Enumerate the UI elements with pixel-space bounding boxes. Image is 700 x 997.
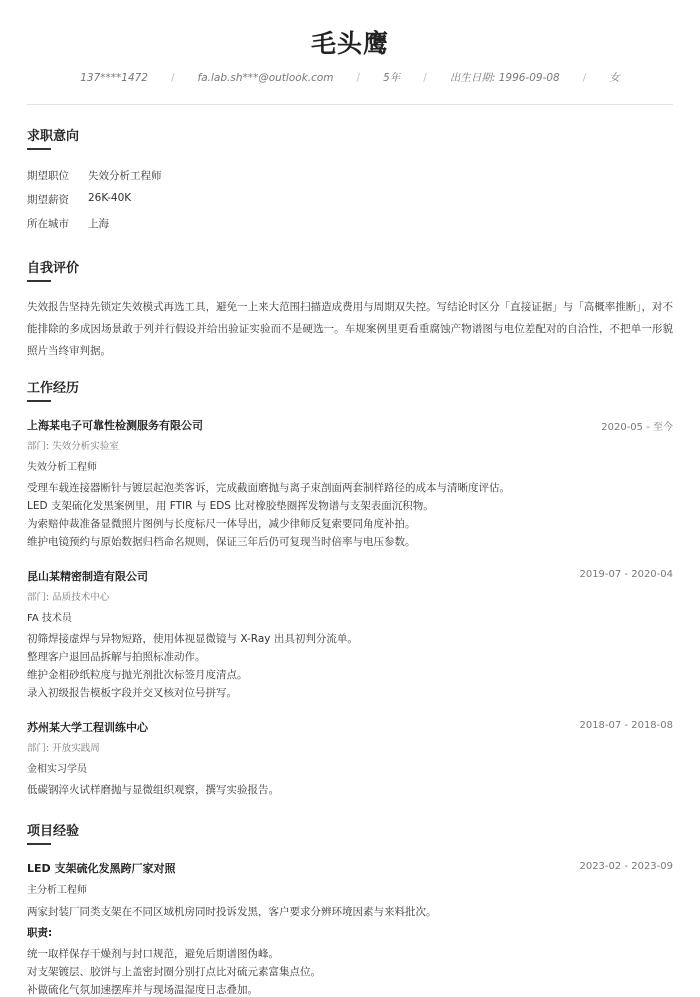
section-underline xyxy=(27,148,51,150)
work-department: 部门: 开放实践周 xyxy=(27,743,100,754)
contact-experience: 5年 xyxy=(383,72,401,84)
contact-separator: / xyxy=(582,71,587,84)
intent-label: 所在城市 xyxy=(27,218,69,230)
section-underline xyxy=(27,843,51,845)
intent-row xyxy=(27,192,131,207)
header-divider xyxy=(27,104,673,105)
project-bullet: 补做硫化气氛加速摆库并与现场温湿度日志叠加。 xyxy=(27,984,258,996)
work-bullet: 维护电镜预约与原始数据归档命名规则，保证三年后仍可复现当时倍率与电压参数。 xyxy=(27,536,416,548)
work-date: 2020-05 - 至今 xyxy=(601,422,673,433)
work-bullet: 维护金相砂纸粒度与抛光剂批次标签月度清点。 xyxy=(27,669,248,681)
work-role: FA 技术员 xyxy=(27,613,72,624)
self-evaluation-text: 失效报告坚持先锁定失效模式再选工具，避免一上来大范围扫描造成费用与周期双失控。写结论时区分「直接证据」与「高概率推断」，对不能排除的多成因场景敢于列并行假设并给出验证实验而不是硬选一。车规案例里更看重腐蚀产物谱图与电位差配对的自洽性，不把单一形貌照片当终审判据。 xyxy=(27,301,673,357)
work-date: 2019-07 - 2020-04 xyxy=(579,569,673,580)
project-date: 2023-02 - 2023-09 xyxy=(579,861,673,872)
project-bullet: 对支架镀层、胶饼与上盖密封圈分别打点比对硫元素富集点位。 xyxy=(27,966,321,978)
section-underline xyxy=(27,400,51,402)
contact-bar xyxy=(0,70,700,85)
work-role: 失效分析工程师 xyxy=(27,462,97,473)
work-company: 昆山某精密制造有限公司 xyxy=(27,570,148,583)
work-bullet: LED 支架硫化发黑案例里，用 FTIR 与 EDS 比对橡胶垫圈挥发物谱与支架表面沉积物。 xyxy=(27,500,434,512)
project-duty-label: 职责: xyxy=(27,927,53,939)
contact-gender: 女 xyxy=(609,72,620,84)
project-description: 两家封装厂同类支架在不同区域机房同时投诉发黑，客户要求分辨环境因素与来料批次。 xyxy=(27,906,437,918)
intent-row xyxy=(27,168,162,183)
project-bullet: 统一取样保存干燥剂与封口规范，避免后期谱图伪峰。 xyxy=(27,948,279,960)
work-department: 部门: 品质技术中心 xyxy=(27,592,110,603)
work-bullet: 整理客户退回品拆解与拍照标准动作。 xyxy=(27,651,206,663)
work-bullet: 录入初级报告模板字段并交叉核对位号拼写。 xyxy=(27,687,237,699)
contact-birthdate: 出生日期: 1996-09-08 xyxy=(449,72,560,84)
section-title-intent: 求职意向 xyxy=(27,129,80,144)
project-role: 主分析工程师 xyxy=(27,885,87,896)
contact-email: fa.lab.sh***@outlook.com xyxy=(197,71,334,84)
project-name: LED 支架硫化发黑跨厂家对照 xyxy=(27,862,176,875)
section-underline xyxy=(27,280,51,282)
work-role: 金相实习学员 xyxy=(27,764,87,775)
contact-separator: / xyxy=(423,71,427,84)
work-date: 2018-07 - 2018-08 xyxy=(579,720,673,731)
work-company: 上海某电子可靠性检测服务有限公司 xyxy=(27,419,203,432)
contact-separator: / xyxy=(356,71,361,84)
contact-phone: 137****1472 xyxy=(80,71,148,84)
section-title-work: 工作经历 xyxy=(27,381,80,396)
contact-separator: / xyxy=(170,71,175,84)
intent-label: 期望职位 xyxy=(27,170,69,182)
work-bullet: 为索赔仲裁准备显微照片图例与长度标尺一体导出，减少律师反复索要同角度补拍。 xyxy=(27,518,416,530)
intent-row xyxy=(27,216,109,231)
section-title-projects: 项目经验 xyxy=(27,824,80,839)
candidate-name: 毛头鹰 xyxy=(310,29,389,58)
work-bullet: 初筛焊接虚焊与异物短路，使用体视显微镜与 X-Ray 出具初判分流单。 xyxy=(27,633,358,645)
intent-value: 失效分析工程师 xyxy=(88,170,162,182)
work-department: 部门: 失效分析实验室 xyxy=(27,441,119,452)
work-company: 苏州某大学工程训练中心 xyxy=(27,721,148,734)
work-bullet: 受理车载连接器断针与镀层起泡类客诉，完成截面磨抛与离子束剖面两套制样路径的成本与清晰度评估。 xyxy=(27,482,510,494)
intent-value: 上海 xyxy=(88,218,109,230)
intent-value: 26K-40K xyxy=(88,192,132,204)
work-bullet: 低碳钢淬火试样磨抛与显微组织观察，撰写实验报告。 xyxy=(27,784,279,796)
section-title-self: 自我评价 xyxy=(27,261,80,276)
intent-label: 期望薪资 xyxy=(27,194,69,206)
